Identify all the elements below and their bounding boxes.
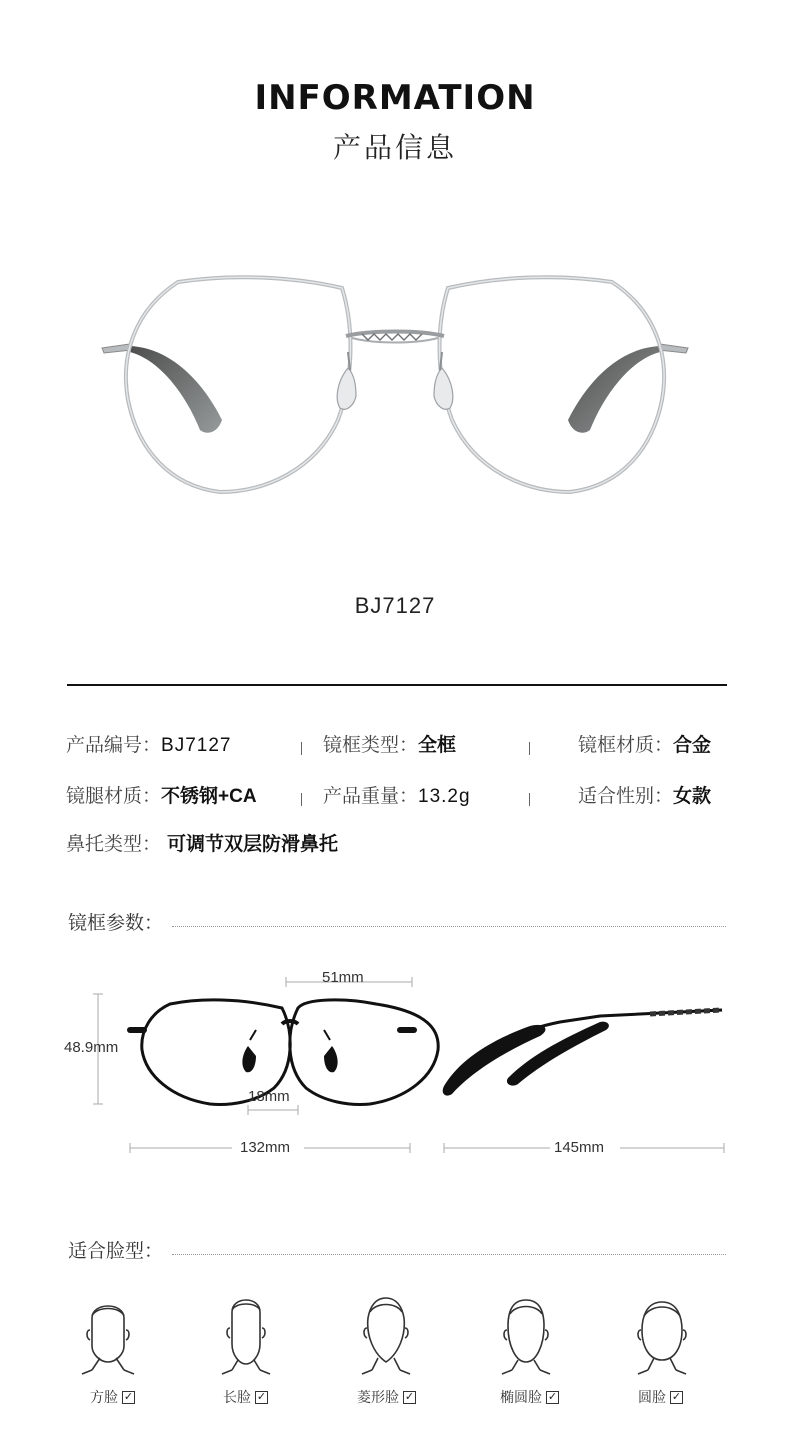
spec-weight bbox=[323, 785, 471, 809]
spec-frame-type bbox=[323, 734, 456, 758]
spec-label: 镜框类型： bbox=[323, 735, 419, 756]
model-code: BJ7127 bbox=[354, 593, 436, 618]
spec-separator bbox=[301, 793, 302, 806]
face-type-oval bbox=[500, 1388, 559, 1406]
spec-label: 镜框材质： bbox=[578, 735, 674, 756]
spec-value: BJ7127 bbox=[161, 735, 232, 756]
spec-value: 女款 bbox=[673, 786, 712, 807]
spec-value: 13.2g bbox=[418, 786, 471, 807]
spec-label: 适合性别： bbox=[578, 786, 674, 807]
spec-separator bbox=[529, 742, 530, 755]
face-type-diamond bbox=[357, 1388, 416, 1406]
title-chinese: 产品信息 bbox=[332, 132, 457, 163]
frame-params-label: 镜框参数： bbox=[68, 913, 164, 934]
face-types-label: 适合脸型： bbox=[68, 1241, 164, 1262]
face-types-dotline bbox=[172, 1254, 726, 1255]
spec-label: 镜腿材质： bbox=[66, 786, 162, 807]
diamond-face-icon bbox=[362, 1298, 410, 1374]
spec-separator bbox=[301, 742, 302, 755]
section-divider bbox=[67, 684, 727, 686]
dim-total-width: 132mm bbox=[240, 1139, 291, 1156]
dim-lens-height: 48.9mm bbox=[64, 1039, 119, 1056]
dim-lens-width: 51mm bbox=[322, 969, 364, 986]
spec-label: 产品重量： bbox=[323, 786, 419, 807]
face-type-label: 长脸 bbox=[223, 1389, 251, 1405]
spec-nose-pad bbox=[66, 833, 338, 857]
title-english: INFORMATION bbox=[254, 78, 536, 118]
spec-value: 不锈钢+CA bbox=[161, 786, 257, 807]
face-shape-icons bbox=[80, 1296, 720, 1376]
face-type-label: 椭圆脸 bbox=[500, 1389, 542, 1405]
face-type-label: 菱形脸 bbox=[357, 1389, 399, 1405]
dim-temple-length: 145mm bbox=[554, 1139, 605, 1156]
face-type-label: 圆脸 bbox=[638, 1389, 666, 1405]
face-type-round bbox=[638, 1388, 683, 1406]
frame-params-dotline bbox=[172, 926, 726, 927]
spec-temple-material bbox=[66, 785, 257, 809]
glasses-product-image bbox=[90, 260, 700, 510]
face-type-label: 方脸 bbox=[90, 1389, 118, 1405]
spec-value: 合金 bbox=[673, 735, 712, 756]
spec-value: 可调节双层防滑鼻托 bbox=[167, 834, 339, 855]
checkbox-icon: ✓ bbox=[547, 1390, 558, 1403]
face-type-long bbox=[223, 1388, 268, 1406]
spec-label: 产品编号： bbox=[66, 735, 162, 756]
checkbox-icon: ✓ bbox=[404, 1390, 415, 1403]
spec-frame-material bbox=[578, 734, 711, 758]
checkbox-icon: ✓ bbox=[123, 1390, 134, 1403]
spec-label: 鼻托类型： bbox=[66, 834, 162, 855]
checkbox-icon: ✓ bbox=[671, 1390, 682, 1403]
long-face-icon bbox=[222, 1300, 270, 1374]
frame-dimension-diagram bbox=[60, 960, 740, 1160]
spec-gender bbox=[578, 785, 711, 809]
spec-separator bbox=[529, 793, 530, 806]
spec-product-id bbox=[66, 734, 231, 758]
face-type-square bbox=[90, 1388, 135, 1406]
square-face-icon bbox=[82, 1306, 134, 1374]
dim-bridge: 18mm bbox=[248, 1088, 290, 1105]
round-face-icon bbox=[638, 1302, 686, 1374]
checkbox-icon: ✓ bbox=[256, 1390, 267, 1403]
oval-face-icon bbox=[502, 1300, 550, 1374]
spec-value: 全框 bbox=[418, 735, 457, 756]
